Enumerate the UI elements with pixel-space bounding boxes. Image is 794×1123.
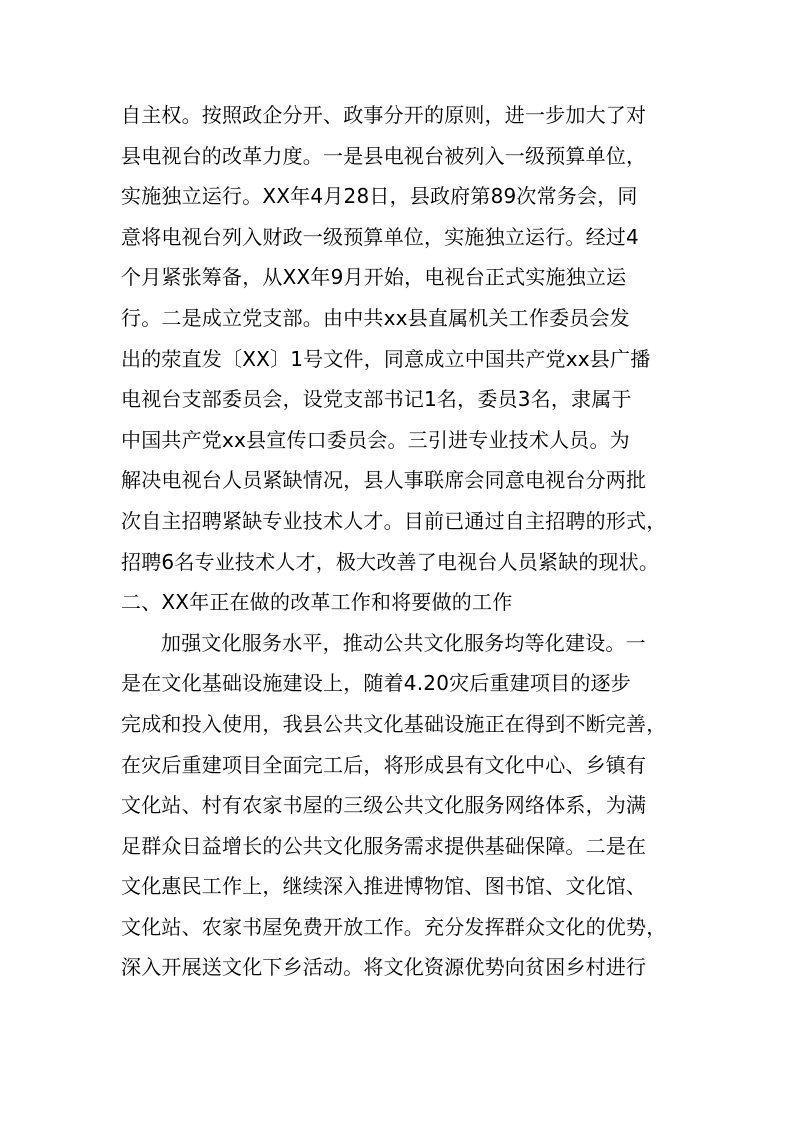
text-line: 出的荥直发〔XX〕1号文件，同意成立中国共产党xx县广播 bbox=[121, 346, 651, 371]
text-line: 文化惠民工作上，继续深入推进博物馆、图书馆、文化馆、 bbox=[121, 874, 647, 899]
text-line: 文化站、村有农家书屋的三级公共文化服务网络体系，为满 bbox=[121, 793, 647, 818]
text-line: 中国共产党xx县宣传口委员会。三引进专业技术人员。为 bbox=[121, 427, 630, 452]
text-line: 个月紧张筹备，从XX年9月开始，电视台正式实施独立运 bbox=[121, 265, 627, 290]
text-line: 实施独立运行。XX年4月28日，县政府第89次常务会，同 bbox=[121, 184, 638, 209]
text-line: 解决电视台人员紧缺情况，县人事联席会同意电视台分两批 bbox=[121, 468, 647, 493]
text-line: 在灾后重建项目全面完工后，将形成县有文化中心、乡镇有 bbox=[121, 752, 647, 777]
text-line: 招聘6名专业技术人才，极大改善了电视台人员紧缺的现状。 bbox=[121, 549, 660, 574]
text-line: 自主权。按照政企分开、政事分开的原则，进一步加大了对 bbox=[121, 103, 647, 127]
body-text bbox=[121, 95, 691, 988]
text-line: 县电视台的改革力度。一是县电视台被列入一级预算单位， bbox=[121, 143, 647, 168]
text-line: 是在文化基础设施建设上，随着4.20灾后重建项目的逐步 bbox=[121, 671, 631, 696]
text-line: 文化站、农家书屋免费开放工作。充分发挥群众文化的优势， bbox=[121, 914, 667, 939]
text-line: 次自主招聘紧缺专业技术人才。目前已通过自主招聘的形式， bbox=[121, 508, 667, 533]
text-line: 深入开展送文化下乡活动。将文化资源优势向贫困乡村进行 bbox=[121, 955, 647, 980]
text-line: 完成和投入使用，我县公共文化基础设施正在得到不断完善， bbox=[121, 711, 667, 736]
text-line: 行。二是成立党支部。由中共xx县直属机关工作委员会发 bbox=[121, 305, 630, 330]
text-line: 电视台支部委员会，设党支部书记1名，委员3名，隶属于 bbox=[121, 387, 632, 412]
section-heading: 二、XX年正在做的改革工作和将要做的工作 bbox=[121, 590, 513, 615]
text-line: 意将电视台列入财政一级预算单位，实施独立运行。经过4 bbox=[121, 224, 639, 249]
text-line: 足群众日益增长的公共文化服务需求提供基础保障。二是在 bbox=[121, 833, 647, 858]
paragraph-first-line: 加强文化服务水平，推动公共文化服务均等化建设。一 bbox=[161, 630, 646, 655]
